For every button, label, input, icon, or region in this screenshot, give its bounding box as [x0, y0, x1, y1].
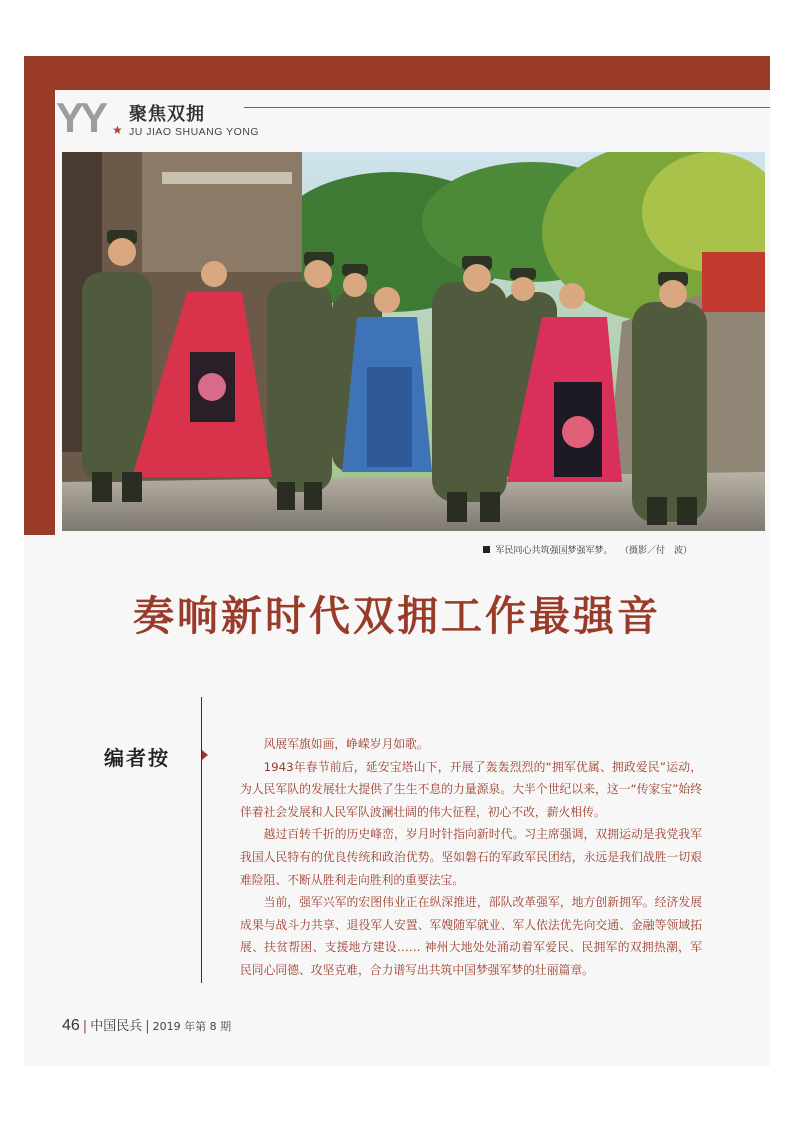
column-logo: YY	[56, 94, 105, 141]
magazine-name: 中国民兵	[90, 1019, 143, 1034]
editor-note-divider	[201, 697, 202, 983]
column-title: 聚焦双拥	[129, 104, 205, 125]
article-title: 奏响新时代双拥工作最强音	[133, 592, 661, 640]
caption-text: 军民同心共筑强国梦强军梦。	[495, 546, 613, 556]
decorative-red-band-left	[24, 56, 55, 535]
paragraph: 风展军旗如画，峥嵘岁月如歌。	[263, 737, 429, 751]
photo-caption	[483, 543, 692, 556]
triangle-arrow-icon	[202, 750, 208, 760]
star-icon: ★	[112, 123, 123, 137]
caption-square-icon	[483, 546, 490, 553]
decorative-red-band-top	[24, 56, 770, 90]
paragraph: 越过百转千折的历史峰峦，岁月时针指向新时代。习主席强调，双拥运动是我党我军我国人民特有的优良传统和政治优势。坚如磐石的军政军民团结，永远是我们战胜一切艰难险阻、不断从胜利走向胜利的重要法宝。	[240, 827, 702, 887]
paragraph: 1943年春节前后，延安宝塔山下，开展了轰轰烈烈的“拥军优属、拥政爱民”运动，为人民军队的发展壮大提供了生生不息的力量源泉。大半个世纪以来，这一“传家宝”始终伴着社会发展和人民军队波澜壮阔的伟大征程，初心不改，薪火相传。	[240, 759, 702, 819]
header-divider	[244, 107, 770, 108]
column-header	[56, 96, 770, 146]
editor-note-label: 编者按	[104, 746, 170, 770]
article-photo	[62, 152, 765, 531]
paragraph: 当前，强军兴军的宏图伟业正在纵深推进，部队改革强军，地方创新拥军。经济发展成果与战斗力共享、退役军人安置、军嫂随军就业、军人依法优先向交通、金融等领域拓展、扶贫帮困、支援地方建设…… 神州大地处处涌动着军爱民、民拥军的双拥热潮，军民同心同德、攻坚克难，合力谱写出共筑中国梦强军梦的壮丽篇章。	[240, 895, 702, 977]
page-footer: 46 | 中国民兵 | 2019 年第 8 期	[62, 1017, 232, 1034]
issue-info: 2019 年第 8 期	[152, 1020, 232, 1033]
page-number: 46	[62, 1017, 80, 1034]
editor-note-body	[240, 733, 702, 982]
column-subtitle: JU JIAO SHUANG YONG	[129, 126, 260, 138]
photo-credit: （摄影／付 波）	[624, 546, 692, 556]
